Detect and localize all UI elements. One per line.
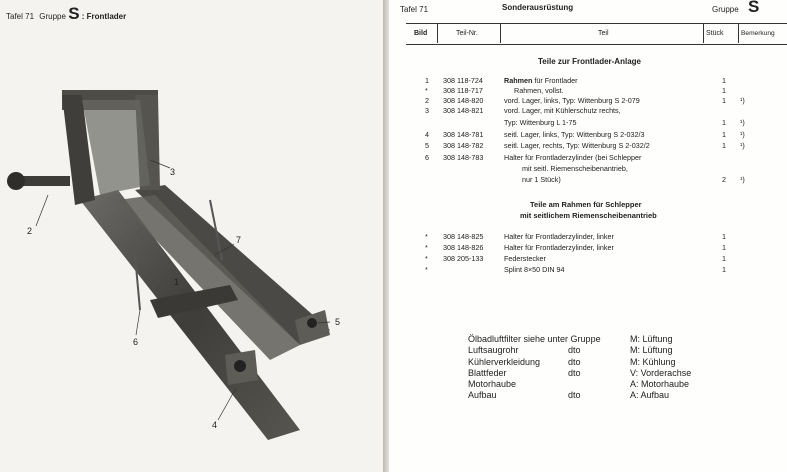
- row-nr: 308 148-781: [443, 130, 484, 139]
- row-stk: 1: [722, 76, 726, 85]
- row-stk: 1: [722, 130, 726, 139]
- row-teil: seitl. Lager, links, Typ: Wittenburg S 2-032/3: [504, 130, 645, 139]
- callout-4: 4: [212, 420, 218, 430]
- row-stk: 1: [722, 118, 726, 127]
- right-gruppe: Gruppe: [712, 5, 739, 14]
- row-teil: Splint 8×50 DIN 94: [504, 265, 565, 274]
- ref-item: Aufbau: [468, 390, 497, 400]
- row-stk: 1: [722, 141, 726, 150]
- row-bem: ¹): [740, 118, 745, 127]
- row-stk: 1: [722, 86, 726, 95]
- right-group-letter: S: [748, 0, 760, 16]
- row-teil: Federstecker: [504, 254, 546, 263]
- row-stk: 1: [722, 96, 726, 105]
- col-stueck: Stück: [706, 30, 724, 37]
- callout-1: 1: [174, 277, 180, 287]
- callout-2: 2: [27, 226, 33, 236]
- ref-item: Motorhaube: [468, 379, 517, 389]
- row-nr: 308 148-820: [443, 96, 484, 105]
- row-stk: 1: [722, 265, 726, 274]
- row-teil: Halter für Frontladerzylinder, linker: [504, 232, 614, 241]
- row-bild: 5: [425, 141, 429, 150]
- row-bem: ¹): [740, 175, 745, 184]
- row-nr: 308 148-826: [443, 243, 484, 252]
- ref-target: M: Lüftung: [630, 345, 673, 355]
- row-teil: Typ: Wittenburg L 1-75: [504, 118, 577, 127]
- ref-item: Luftsaugrohr: [468, 345, 519, 355]
- row-stk: 1: [722, 254, 726, 263]
- callout-5: 5: [335, 317, 341, 327]
- row-bem: ¹): [740, 96, 745, 105]
- left-gruppe: Gruppe: [39, 12, 66, 21]
- ref-item: Kühlerverkleidung: [468, 357, 541, 367]
- ref-item: Ölbadluftfilter siehe unter Gruppe: [468, 334, 601, 344]
- left-page: [0, 0, 383, 472]
- callout-3: 3: [170, 167, 176, 177]
- row-bild: 4: [425, 130, 429, 139]
- front-axle-end: [7, 172, 25, 190]
- row-bild: *: [425, 265, 428, 274]
- row-nr: 308 148-783: [443, 153, 484, 162]
- ref-dto: dto: [568, 368, 581, 378]
- row-bild: *: [425, 254, 428, 263]
- callout-7: 7: [236, 235, 242, 245]
- row-stk: 1: [722, 232, 726, 241]
- row-nr: 308 148-821: [443, 106, 484, 115]
- section1-title: Teile zur Frontlader-Anlage: [538, 57, 641, 66]
- ref-dto: dto: [568, 345, 581, 355]
- row-stk: 1: [722, 243, 726, 252]
- callout-6: 6: [133, 337, 139, 347]
- section2-title-2: mit seitlichem Riemenscheibenantrieb: [520, 211, 657, 220]
- row-bem: ¹): [740, 141, 745, 150]
- row-teil: mit seitl. Riemenscheibenantrieb,: [522, 164, 628, 173]
- row-bild: 2: [425, 96, 429, 105]
- ref-target: M: Lüftung: [630, 334, 673, 344]
- row-nr: 308 205-133: [443, 254, 484, 263]
- ref-target: V: Vorderachse: [630, 368, 692, 378]
- right-title: Sonderausrüstung: [502, 3, 574, 12]
- row-teil-bold: Rahmen: [504, 76, 533, 85]
- row-teil: nur 1 Stück): [522, 175, 561, 184]
- col-teilnr: Teil-Nr.: [456, 30, 478, 37]
- row-teil: vord. Lager, mit Kühlerschutz rechts,: [504, 106, 621, 115]
- row-stk: 2: [722, 175, 726, 184]
- ref-target: M: Kühlung: [630, 357, 676, 367]
- row-bild: *: [425, 243, 428, 252]
- row-nr: 308 118-724: [443, 76, 483, 85]
- frontlader-frame-illustration: [0, 0, 383, 472]
- row-teil: [504, 76, 578, 86]
- row-teil: vord. Lager, links, Typ: Wittenburg S 2-079: [504, 96, 640, 105]
- ref-target: A: Aufbau: [630, 390, 670, 400]
- row-bem: ¹): [740, 130, 745, 139]
- row-bild: 1: [425, 76, 429, 85]
- row-nr: 308 118-717: [443, 86, 483, 95]
- left-group-letter: S: [68, 4, 80, 23]
- row-teil: seitl. Lager, rechts, Typ: Wittenburg S 2-032/2: [504, 141, 650, 150]
- row-teil: Rahmen, vollst.: [514, 86, 564, 95]
- row-bild: *: [425, 86, 428, 95]
- section2-title-1: Teile am Rahmen für Schlepper: [530, 200, 642, 209]
- left-title: : Frontlader: [81, 12, 127, 21]
- row-bild: 3: [425, 106, 429, 115]
- col-teil: Teil: [598, 30, 609, 37]
- left-tafel: Tafel 71: [6, 12, 35, 21]
- right-tafel: Tafel 71: [400, 5, 429, 14]
- ref-dto: dto: [568, 357, 581, 367]
- row-teil: Halter für Frontladerzylinder, linker: [504, 243, 614, 252]
- row-teil-text: für Frontlader: [532, 76, 578, 85]
- row-bild: 6: [425, 153, 429, 162]
- ref-dto: dto: [568, 390, 581, 400]
- ref-target: A: Motorhaube: [630, 379, 690, 389]
- row-bild: *: [425, 232, 428, 241]
- row-nr: 308 148-782: [443, 141, 484, 150]
- row-teil: Halter für Frontladerzylinder (bei Schlepper: [504, 153, 642, 162]
- ref-item: Blattfeder: [468, 368, 507, 378]
- row-nr: 308 148-825: [443, 232, 484, 241]
- col-bild: Bild: [414, 30, 428, 37]
- col-bemerkung: Bemerkung: [741, 30, 775, 37]
